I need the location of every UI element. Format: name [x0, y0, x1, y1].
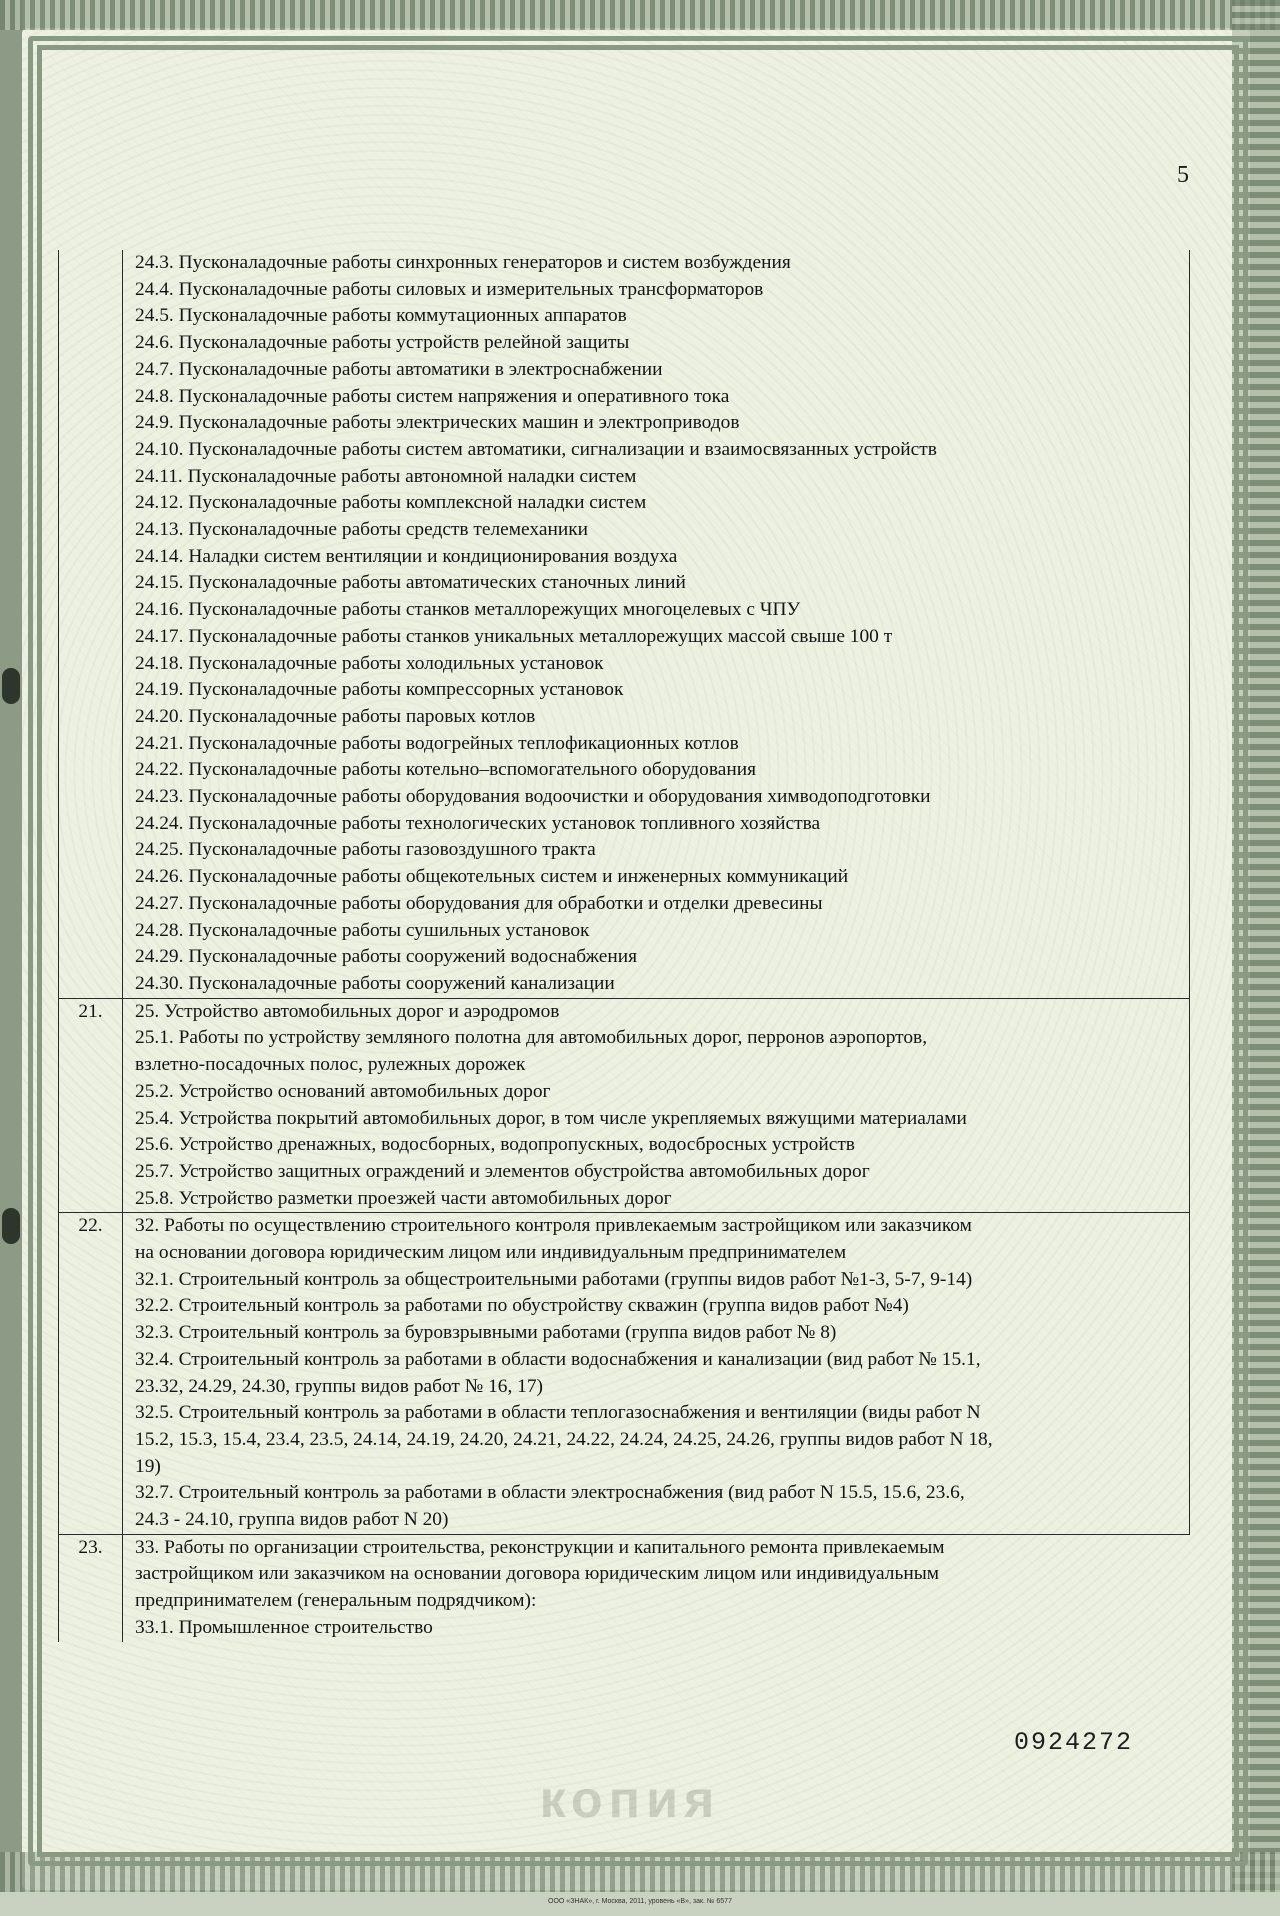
guilloche-border-top — [0, 0, 1280, 30]
work-item: 25.7. Устройство защитных ограждений и элементов обустройства автомобильных дорог — [135, 1160, 870, 1182]
work-item: 15.2, 15.3, 15.4, 23.4, 23.5, 24.14, 24.19, 24.20, 24.21, 24.22, 24.24, 24.25, 24.26, группы видов работ N 18, — [135, 1428, 993, 1450]
row-number: 22. — [58, 1213, 123, 1533]
work-item: 24.26. Пусконаладочные работы общекотельных систем и инженерных коммуникаций — [135, 866, 849, 888]
work-item: 24.15. Пусконаладочные работы автоматических станочных линий — [135, 572, 686, 594]
row-content — [123, 250, 1190, 998]
work-item: 24.3. Пусконаладочные работы синхронных генераторов и систем возбуждения — [135, 252, 791, 273]
binding-edge — [0, 0, 22, 1916]
work-item: предпринимателем (генеральным подрядчиком): — [135, 1590, 537, 1612]
work-item: 24.18. Пусконаладочные работы холодильных установок — [135, 652, 604, 674]
works-table — [58, 250, 1190, 1642]
work-item: 24.28. Пусконаладочные работы сушильных установок — [135, 919, 590, 941]
work-item: 24.12. Пусконаладочные работы комплексной наладки систем — [135, 492, 647, 514]
work-item: взлетно-посадочных полос, рулежных дорожек — [135, 1054, 526, 1076]
work-item: 24.6. Пусконаладочные работы устройств релейной защиты — [135, 332, 630, 354]
work-item: 19) — [135, 1455, 161, 1477]
work-item: 33. Работы по организации строительства, реконструкции и капитального ремонта привлекаемым — [135, 1536, 945, 1558]
work-item: 24.10. Пусконаладочные работы систем автоматики, сигнализации и взаимосвязанных устройств — [135, 438, 937, 460]
work-item: 32.4. Строительный контроль за работами в области водоснабжения и канализации (вид работ № 15.1, — [135, 1348, 981, 1370]
page-number: 5 — [1177, 162, 1189, 188]
work-item: 32. Работы по осуществлению строительного контроля привлекаемым застройщиком или заказчиком — [135, 1215, 972, 1237]
work-item: 25. Устройство автомобильных дорог и аэродромов — [135, 1000, 560, 1022]
printer-imprint: ООО «ЗНАК», г. Москва, 2011, уровень «В», зак. № 6577 — [548, 1898, 732, 1905]
work-item: 32.2. Строительный контроль за работами по обустройству скважин (группа видов работ №4) — [135, 1295, 909, 1317]
work-item: 24.23. Пусконаладочные работы оборудования водоочистки и оборудования химводоподготовки — [135, 786, 931, 808]
row-number: 23. — [58, 1535, 123, 1642]
row-number: 21. — [58, 999, 123, 1213]
work-item: 24.17. Пусконаладочные работы станков уникальных металлорежущих массой свыше 100 т — [135, 625, 893, 647]
work-item: 25.2. Устройство оснований автомобильных дорог — [135, 1080, 551, 1102]
guilloche-border-right — [1232, 0, 1280, 1916]
work-item: 24.27. Пусконаладочные работы оборудования для обработки и отделки древесины — [135, 892, 823, 914]
work-item: 24.19. Пусконаладочные работы компрессорных установок — [135, 679, 624, 701]
work-item: 24.14. Наладки систем вентиляции и кондиционирования воздуха — [135, 545, 678, 567]
work-item: на основании договора юридическим лицом или индивидуальным предпринимателем — [135, 1242, 847, 1264]
copy-watermark: копия — [539, 1771, 721, 1829]
work-item: 25.4. Устройства покрытий автомобильных дорог, в том числе укрепляемых вяжущими материалами — [135, 1107, 967, 1129]
table-row — [58, 1535, 1190, 1642]
table-row — [58, 999, 1190, 1214]
table-row — [58, 1213, 1190, 1534]
guilloche-border-bottom — [0, 1852, 1280, 1892]
work-item: 24.21. Пусконаладочные работы водогрейных теплофикационных котлов — [135, 732, 739, 754]
row-number — [58, 250, 123, 998]
work-item: 23.32, 24.29, 24.30, группы видов работ № 16, 17) — [135, 1375, 543, 1397]
work-item: 24.24. Пусконаладочные работы технологических установок топливного хозяйства — [135, 812, 821, 834]
work-item: 24.9. Пусконаладочные работы электрических машин и электроприводов — [135, 412, 740, 434]
work-item: 24.25. Пусконаладочные работы газовоздушного тракта — [135, 839, 596, 861]
work-item: 24.13. Пусконаладочные работы средств телемеханики — [135, 519, 589, 541]
table-row — [58, 250, 1190, 999]
row-content — [123, 999, 1190, 1213]
row-content — [123, 1535, 1190, 1642]
work-item: 24.5. Пусконаладочные работы коммутационных аппаратов — [135, 305, 627, 327]
work-item: 25.1. Работы по устройству земляного полотна для автомобильных дорог, перронов аэропортов, — [135, 1027, 928, 1049]
binding-hole — [2, 1208, 20, 1244]
work-item: 32.5. Строительный контроль за работами в области теплогазоснабжения и вентиляции (виды работ N — [135, 1402, 981, 1424]
binding-hole — [2, 668, 20, 704]
work-item: 24.22. Пусконаладочные работы котельно–вспомогательного оборудования — [135, 759, 757, 781]
work-item: 33.1. Промышленное строительство — [135, 1616, 433, 1638]
work-item: 24.8. Пусконаладочные работы систем напряжения и оперативного тока — [135, 385, 730, 407]
serial-number: 0924272 — [1014, 1728, 1134, 1757]
work-item: 24.30. Пусконаладочные работы сооружений канализации — [135, 972, 615, 994]
row-content — [123, 1213, 1190, 1533]
work-item: 32.3. Строительный контроль за буровзрывными работами (группа видов работ № 8) — [135, 1322, 837, 1344]
work-item: 24.11. Пусконаладочные работы автономной наладки систем — [135, 465, 637, 487]
work-item: 24.16. Пусконаладочные работы станков металлорежущих многоцелевых с ЧПУ — [135, 599, 801, 621]
work-item: 24.7. Пусконаладочные работы автоматики в электроснабжении — [135, 358, 663, 380]
work-item: 25.8. Устройство разметки проезжей части автомобильных дорог — [135, 1187, 672, 1209]
work-item: 25.6. Устройство дренажных, водосборных, водопропускных, водосбросных устройств — [135, 1134, 855, 1156]
work-item: 32.7. Строительный контроль за работами в области электроснабжения (вид работ N 15.5, 15.6, 23.6, — [135, 1482, 965, 1504]
work-item: 32.1. Строительный контроль за общестроительными работами (группы видов работ №1-3, 5-7, 9-14) — [135, 1268, 973, 1290]
work-item: 24.20. Пусконаладочные работы паровых котлов — [135, 705, 536, 727]
work-item: 24.29. Пусконаладочные работы сооружений водоснабжения — [135, 946, 638, 968]
work-item: 24.4. Пусконаладочные работы силовых и измерительных трансформаторов — [135, 278, 764, 300]
work-item: застройщиком или заказчиком на основании договора юридическим лицом или индивидуальным — [135, 1563, 939, 1585]
work-item: 24.3 - 24.10, группа видов работ N 20) — [135, 1509, 449, 1531]
